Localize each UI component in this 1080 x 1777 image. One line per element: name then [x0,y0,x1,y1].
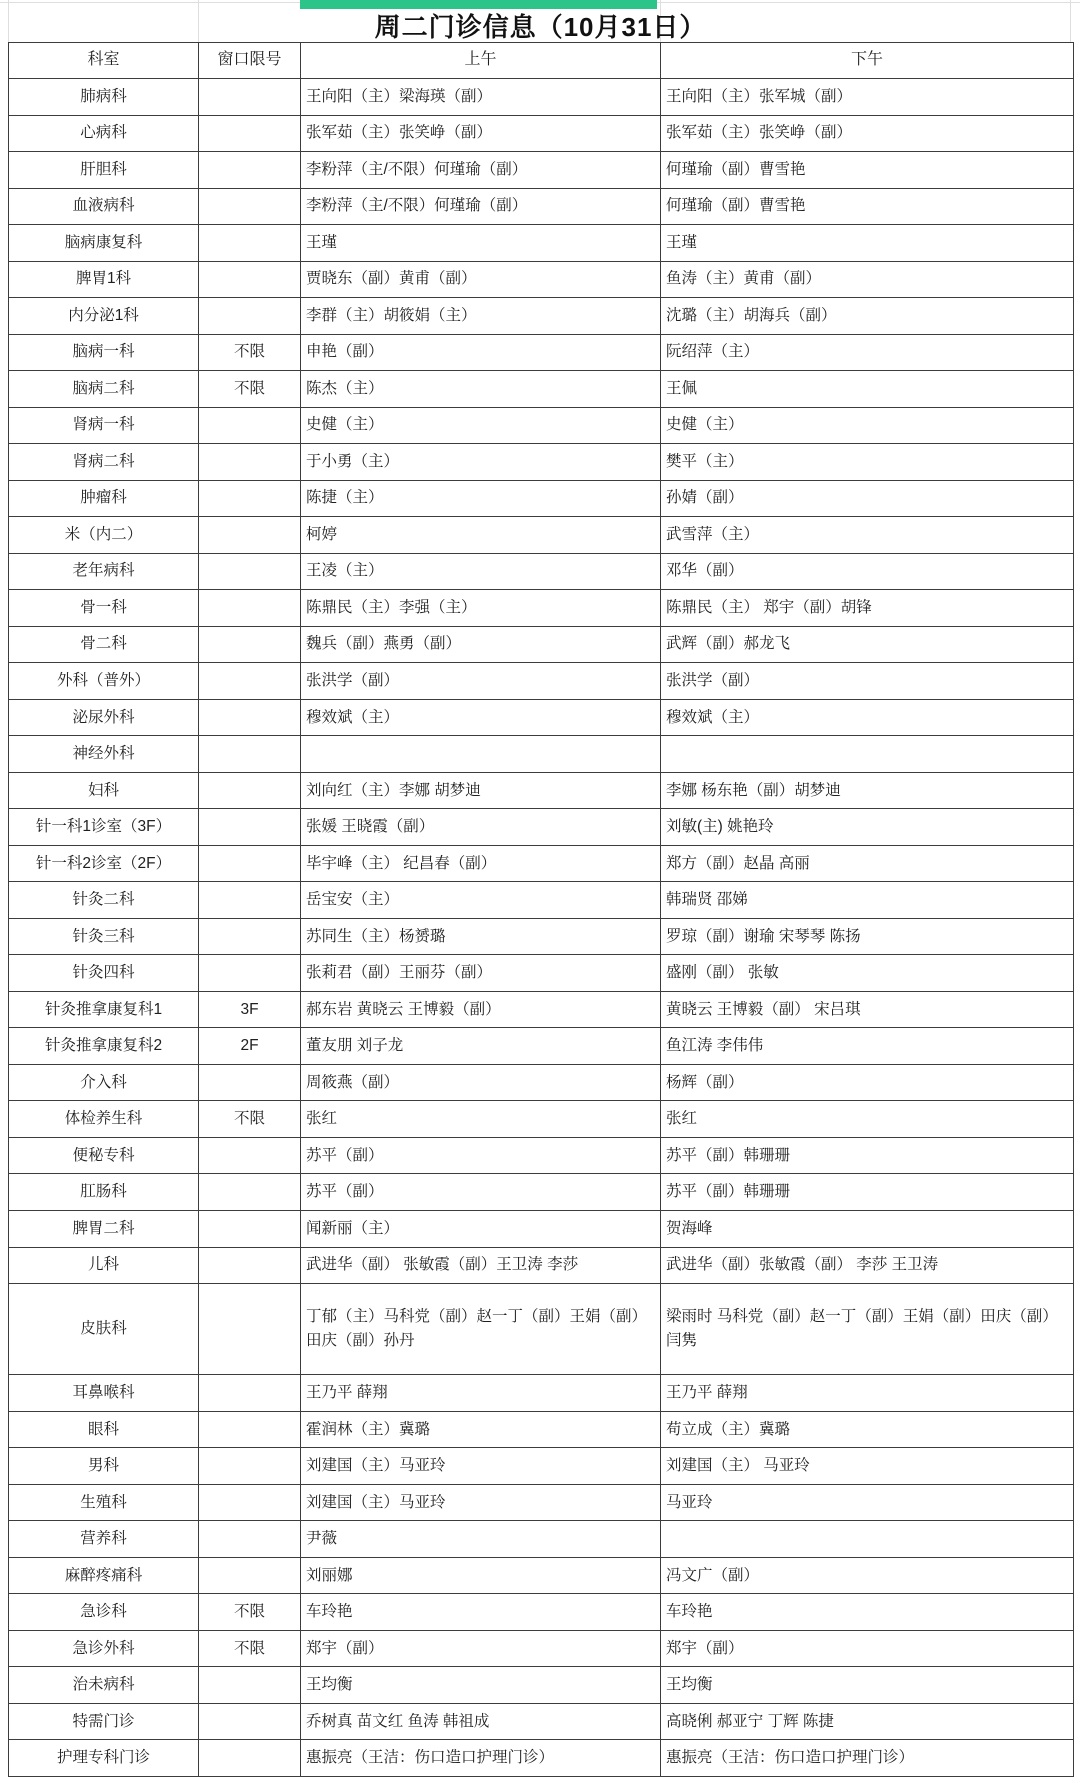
limit-cell: 不限 [199,334,301,371]
dept-cell: 外科（普外） [9,663,199,700]
dept-cell: 便秘专科 [9,1137,199,1174]
limit-cell [199,1740,301,1777]
limit-cell [199,882,301,919]
limit-cell [199,444,301,481]
limit-cell [199,736,301,773]
am-cell: 郑宇（副） [301,1630,661,1667]
pm-cell: 刘敏(主) 姚艳玲 [661,809,1074,846]
table-row [9,298,1074,335]
limit-cell [199,1448,301,1485]
limit-cell [199,1284,301,1375]
am-cell: 苏平（副） [301,1137,661,1174]
limit-cell [199,1703,301,1740]
limit-cell [199,188,301,225]
pm-cell: 武雪萍（主） [661,517,1074,554]
dept-cell: 针一科2诊室（2F） [9,845,199,882]
am-cell [301,736,661,773]
am-cell: 郝东岩 黄晓云 王博毅（副） [301,991,661,1028]
dept-cell: 泌尿外科 [9,699,199,736]
pm-cell: 韩瑞贤 邵娣 [661,882,1074,919]
header-am: 上午 [301,43,661,79]
dept-cell: 生殖科 [9,1484,199,1521]
am-cell: 岳宝安（主） [301,882,661,919]
limit-cell [199,553,301,590]
am-cell: 刘建国（主）马亚玲 [301,1484,661,1521]
dept-cell: 儿科 [9,1247,199,1284]
am-cell: 王凌（主） [301,553,661,590]
pm-cell: 梁雨时 马科党（副）赵一丁（副）王娟（副）田庆（副）闫隽 [661,1284,1074,1375]
am-cell: 霍润林（主）冀璐 [301,1411,661,1448]
am-cell: 李群（主）胡筱娟（主） [301,298,661,335]
table-row [9,79,1074,116]
pm-cell: 何瑾瑜（副）曹雪艳 [661,152,1074,189]
table-row [9,699,1074,736]
limit-cell [199,590,301,627]
am-cell: 毕宇峰（主） 纪昌春（副） [301,845,661,882]
dept-cell: 脾胃二科 [9,1210,199,1247]
limit-cell [199,663,301,700]
limit-cell [199,115,301,152]
pm-cell: 鱼江涛 李伟伟 [661,1028,1074,1065]
limit-cell [199,225,301,262]
table-row [9,1101,1074,1138]
dept-cell: 皮肤科 [9,1284,199,1375]
dept-cell: 急诊外科 [9,1630,199,1667]
pm-cell: 张红 [661,1101,1074,1138]
table-row [9,1028,1074,1065]
pm-cell: 张洪学（副） [661,663,1074,700]
dept-cell: 脾胃1科 [9,261,199,298]
limit-cell [199,918,301,955]
am-cell: 车玲艳 [301,1594,661,1631]
pm-cell [661,736,1074,773]
am-cell: 李粉萍（主/不限）何瑾瑜（副） [301,188,661,225]
table-row [9,1484,1074,1521]
am-cell: 闻新丽（主） [301,1210,661,1247]
dept-cell: 介入科 [9,1064,199,1101]
dept-cell: 特需门诊 [9,1703,199,1740]
table-row [9,1210,1074,1247]
dept-cell: 肾病二科 [9,444,199,481]
table-row [9,626,1074,663]
dept-cell: 耳鼻喉科 [9,1375,199,1412]
pm-cell: 王瑾 [661,225,1074,262]
dept-cell: 妇科 [9,772,199,809]
limit-cell [199,772,301,809]
am-cell: 申艳（副） [301,334,661,371]
am-cell: 陈鼎民（主）李强（主） [301,590,661,627]
table-row [9,261,1074,298]
am-cell: 张媛 王晓霞（副） [301,809,661,846]
limit-cell [199,1210,301,1247]
table-row [9,225,1074,262]
table-row [9,1740,1074,1777]
limit-cell [199,955,301,992]
page-title: 周二门诊信息（10月31日） [374,12,707,42]
dept-cell: 针灸推拿康复科1 [9,991,199,1028]
pm-cell: 樊平（主） [661,444,1074,481]
pm-cell: 武辉（副）郝龙飞 [661,626,1074,663]
limit-cell [199,1411,301,1448]
header-row [9,43,1074,79]
dept-cell: 体检养生科 [9,1101,199,1138]
dept-cell: 米（内二） [9,517,199,554]
table-row [9,809,1074,846]
limit-cell [199,1521,301,1558]
table-row [9,1064,1074,1101]
limit-cell: 不限 [199,1594,301,1631]
limit-cell [199,298,301,335]
am-cell: 董友朋 刘子龙 [301,1028,661,1065]
pm-cell: 车玲艳 [661,1594,1074,1631]
am-cell: 张军茹（主）张笑峥（副） [301,115,661,152]
table-row [9,1137,1074,1174]
dept-cell: 护理专科门诊 [9,1740,199,1777]
dept-cell: 血液病科 [9,188,199,225]
am-cell: 史健（主） [301,407,661,444]
am-cell: 王乃平 薛翔 [301,1375,661,1412]
pm-cell: 张军茹（主）张笑峥（副） [661,115,1074,152]
pm-cell: 马亚玲 [661,1484,1074,1521]
limit-cell [199,1064,301,1101]
header-pm: 下午 [661,43,1074,79]
dept-cell: 骨一科 [9,590,199,627]
pm-cell: 郑宇（副） [661,1630,1074,1667]
am-cell: 苏同生（主）杨赟璐 [301,918,661,955]
dept-cell: 肺病科 [9,79,199,116]
pm-cell: 孙婧（副） [661,480,1074,517]
dept-cell: 脑病一科 [9,334,199,371]
header-dept: 科室 [9,43,199,79]
dept-cell: 麻醉疼痛科 [9,1557,199,1594]
limit-cell [199,1375,301,1412]
pm-cell: 史健（主） [661,407,1074,444]
am-cell: 陈杰（主） [301,371,661,408]
table-row [9,1375,1074,1412]
dept-cell: 骨二科 [9,626,199,663]
table-row [9,918,1074,955]
schedule-table [8,42,1074,1777]
table-row [9,553,1074,590]
pm-cell: 贺海峰 [661,1210,1074,1247]
limit-cell [199,1484,301,1521]
am-cell: 张莉君（副）王丽芬（副） [301,955,661,992]
pm-cell: 李娜 杨东艳（副）胡梦迪 [661,772,1074,809]
table-row [9,772,1074,809]
header-limit: 窗口限号 [199,43,301,79]
table-row [9,115,1074,152]
table-row [9,1703,1074,1740]
dept-cell: 神经外科 [9,736,199,773]
limit-cell [199,1174,301,1211]
am-cell: 惠振亮（王洁：伤口造口护理门诊） [301,1740,661,1777]
pm-cell: 高晓俐 郝亚宁 丁辉 陈捷 [661,1703,1074,1740]
am-cell: 王均衡 [301,1667,661,1704]
pm-cell: 王乃平 薛翔 [661,1375,1074,1412]
dept-cell: 肛肠科 [9,1174,199,1211]
table-row [9,444,1074,481]
limit-cell [199,79,301,116]
table-row [9,188,1074,225]
limit-cell: 3F [199,991,301,1028]
am-cell: 王瑾 [301,225,661,262]
pm-cell: 冯文广（副） [661,1557,1074,1594]
pm-cell [661,1521,1074,1558]
dept-cell: 心病科 [9,115,199,152]
table-row [9,1247,1074,1284]
dept-cell: 肝胆科 [9,152,199,189]
am-cell: 武进华（副） 张敏霞（副）王卫涛 李莎 [301,1247,661,1284]
table-row [9,152,1074,189]
dept-cell: 内分泌1科 [9,298,199,335]
table-row [9,1174,1074,1211]
am-cell: 刘向红（主）李娜 胡梦迪 [301,772,661,809]
table-row [9,1411,1074,1448]
table-row [9,1557,1074,1594]
am-cell: 周筱燕（副） [301,1064,661,1101]
table-row [9,1521,1074,1558]
dept-cell: 治未病科 [9,1667,199,1704]
limit-cell [199,809,301,846]
pm-cell: 苏平（副）韩珊珊 [661,1174,1074,1211]
table-row [9,1448,1074,1485]
dept-cell: 老年病科 [9,553,199,590]
am-cell: 尹薇 [301,1521,661,1558]
table-row [9,1594,1074,1631]
limit-cell [199,407,301,444]
dept-cell: 脑病二科 [9,371,199,408]
pm-cell: 惠振亮（王洁：伤口造口护理门诊） [661,1740,1074,1777]
pm-cell: 盛刚（副） 张敏 [661,955,1074,992]
limit-cell [199,480,301,517]
dept-cell: 脑病康复科 [9,225,199,262]
dept-cell: 男科 [9,1448,199,1485]
am-cell: 于小勇（主） [301,444,661,481]
dept-cell: 针灸二科 [9,882,199,919]
limit-cell: 不限 [199,1630,301,1667]
pm-cell: 鱼涛（主）黄甫（副） [661,261,1074,298]
dept-cell: 针灸四科 [9,955,199,992]
table-row [9,407,1074,444]
limit-cell [199,1247,301,1284]
table-row [9,736,1074,773]
table-row [9,590,1074,627]
limit-cell: 不限 [199,371,301,408]
pm-cell: 阮绍萍（主） [661,334,1074,371]
pm-cell: 武进华（副）张敏霞（副） 李莎 王卫涛 [661,1247,1074,1284]
pm-cell: 杨辉（副） [661,1064,1074,1101]
table-row [9,1630,1074,1667]
am-cell: 魏兵（副）燕勇（副） [301,626,661,663]
table-row [9,334,1074,371]
limit-cell [199,699,301,736]
pm-cell: 邓华（副） [661,553,1074,590]
dept-cell: 针灸三科 [9,918,199,955]
table-row [9,480,1074,517]
table-row [9,1284,1074,1375]
dept-cell: 急诊科 [9,1594,199,1631]
pm-cell: 穆效斌（主） [661,699,1074,736]
am-cell: 陈捷（主） [301,480,661,517]
am-cell: 刘建国（主）马亚玲 [301,1448,661,1485]
am-cell: 穆效斌（主） [301,699,661,736]
am-cell: 张红 [301,1101,661,1138]
limit-cell [199,1667,301,1704]
table-row [9,663,1074,700]
limit-cell [199,1557,301,1594]
limit-cell: 2F [199,1028,301,1065]
limit-cell [199,1137,301,1174]
table-row [9,882,1074,919]
limit-cell [199,845,301,882]
table-row [9,371,1074,408]
dept-cell: 肿瘤科 [9,480,199,517]
limit-cell [199,626,301,663]
am-cell: 刘丽娜 [301,1557,661,1594]
am-cell: 李粉萍（主/不限）何瑾瑜（副） [301,152,661,189]
am-cell: 丁郁（主）马科党（副）赵一丁（副）王娟（副）田庆（副）孙丹 [301,1284,661,1375]
am-cell: 贾晓东（副）黄甫（副） [301,261,661,298]
pm-cell: 沈璐（主）胡海兵（副） [661,298,1074,335]
dept-cell: 眼科 [9,1411,199,1448]
table-row [9,991,1074,1028]
limit-cell [199,152,301,189]
pm-cell: 苟立成（主）冀璐 [661,1411,1074,1448]
limit-cell: 不限 [199,1101,301,1138]
pm-cell: 黄晓云 王博毅（副） 宋吕琪 [661,991,1074,1028]
am-cell: 王向阳（主）梁海瑛（副） [301,79,661,116]
pm-cell: 王向阳（主）张军城（副） [661,79,1074,116]
pm-cell: 苏平（副）韩珊珊 [661,1137,1074,1174]
pm-cell: 陈鼎民（主） 郑宇（副）胡锋 [661,590,1074,627]
table-row [9,1667,1074,1704]
am-cell: 柯婷 [301,517,661,554]
dept-cell: 营养科 [9,1521,199,1558]
am-cell: 苏平（副） [301,1174,661,1211]
dept-cell: 肾病一科 [9,407,199,444]
pm-cell: 刘建国（主） 马亚玲 [661,1448,1074,1485]
table-row [9,845,1074,882]
pm-cell: 何瑾瑜（副）曹雪艳 [661,188,1074,225]
pm-cell: 王佩 [661,371,1074,408]
limit-cell [199,261,301,298]
pm-cell: 罗琼（副）谢瑜 宋琴琴 陈扬 [661,918,1074,955]
dept-cell: 针灸推拿康复科2 [9,1028,199,1065]
limit-cell [199,517,301,554]
pm-cell: 王均衡 [661,1667,1074,1704]
am-cell: 乔树真 苗文红 鱼涛 韩祖成 [301,1703,661,1740]
table-row [9,955,1074,992]
table-row [9,517,1074,554]
am-cell: 张洪学（副） [301,663,661,700]
pm-cell: 郑方（副）赵晶 高丽 [661,845,1074,882]
dept-cell: 针一科1诊室（3F） [9,809,199,846]
